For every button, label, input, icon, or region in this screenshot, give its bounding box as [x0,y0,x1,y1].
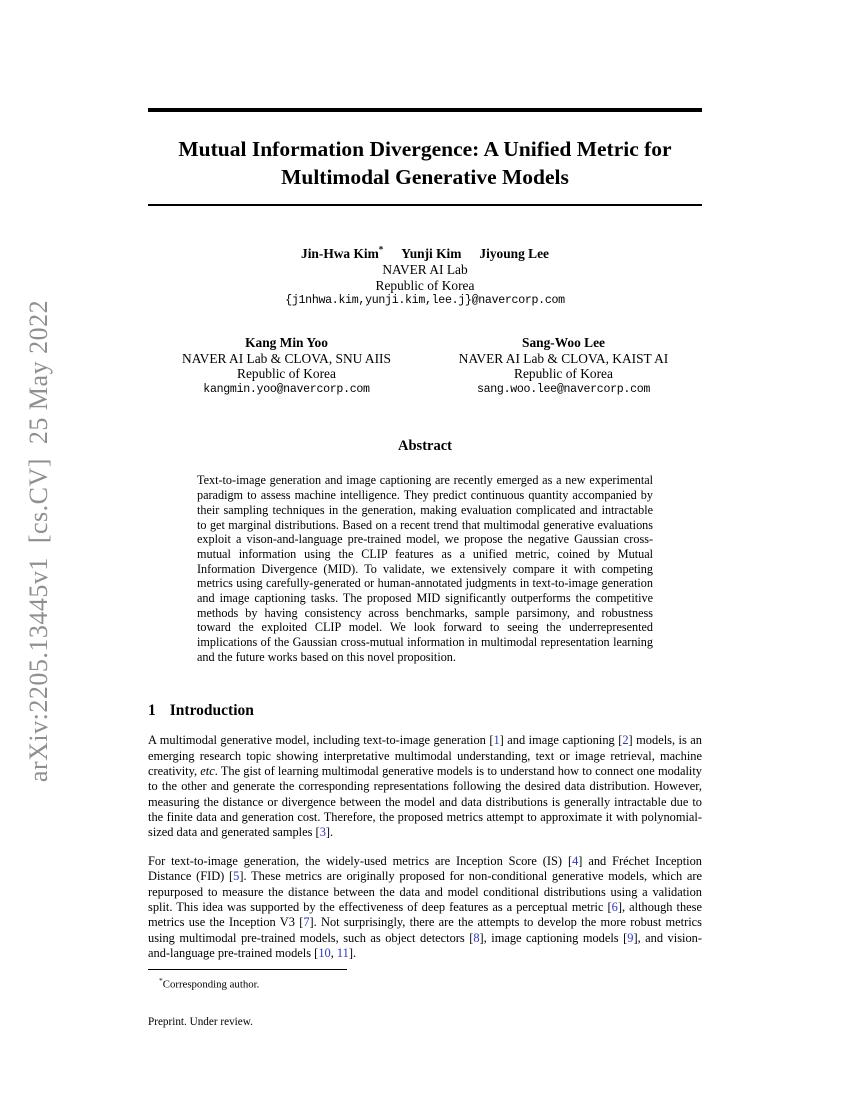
author-affiliation: NAVER AI Lab & CLOVA, SNU AIIS [182,350,391,366]
body-text: ], although these metrics use the Inception V3 [ [148,899,702,930]
italic-text: etc [200,764,215,779]
footnote-text: *Corresponding author. [159,976,260,991]
body-text: , [330,945,337,960]
author-email: {j1nhwa.kim,yunji.kim,lee.j}@navercorp.com [285,294,565,308]
author-name: Sang-Woo Lee [522,334,605,350]
body-text: ] and Fréchet Inception Distance (FID) [ [148,853,702,884]
citation-link[interactable]: 9 [627,930,634,945]
footnote-rule [148,969,347,970]
author-names-line [148,242,702,262]
section-number: 1 [148,702,156,720]
author-country: Republic of Korea [375,277,475,293]
body-text: ]. [348,945,357,960]
author-name: Jiyoung Lee [479,246,549,262]
paper-title-line1: Mutual Information Divergence: A Unified Metric for [178,137,672,161]
citation-link[interactable]: 3 [319,825,326,840]
citation-link[interactable]: 5 [233,869,240,884]
abstract-heading: Abstract [398,438,452,455]
intro-paragraph-1 [148,733,702,840]
body-text: A multimodal generative model, including text-to-image generation [ [148,733,494,748]
author-block-first [148,242,702,309]
title-rule-bottom [148,204,702,206]
author-affiliation: NAVER AI Lab & CLOVA, KAIST AI [458,350,669,366]
title-rule-top [148,108,702,112]
paper-title-line2: Multimodal Generative Models [281,165,569,189]
body-text: ], and vision-and-language pre-trained models [ [148,930,702,960]
author-country: Republic of Korea [514,366,613,382]
preprint-notice: Preprint. Under review. [148,1016,253,1028]
paper-content [148,108,702,961]
citation-link[interactable]: 10 [318,945,331,960]
abstract-text: Text-to-image generation and image captioning are recently emerged as a new experimental paradigm to assess machine intelligence. They predict continuous quantity accompanied by their sampling techniques in the generation, making evaluation complicated and intractable to get marginal distributions. Based on a recent trend that multimodal generative evaluations exploit a vison-and-language pre-trained model, we propose the negative Gaussian cross-mutual information using the CLIP features as a unified metric, coined by Mutual Information Divergence (MID). To validate, we extensively compare it with competing metrics using carefully-generated or human-annotated judgments in text-to-image generation and image captioning tasks. The proposed MID significantly outperforms the competitive methods by having consistency across benchmarks, sample parsimony, and robustness toward the exploited CLIP model. We look forward to seeing the underrepresented implications of the Gaussian cross-mutual information in multimodal representation learning and the future works based on this novel proposition. [197,473,653,664]
author-block-left [148,335,425,398]
author-email: sang.woo.lee@navercorp.com [476,382,651,396]
author-email: kangmin.yoo@navercorp.com [203,382,370,396]
author-block-right [425,335,702,398]
author-name: Jin-Hwa Kim* [301,245,384,262]
citation-link[interactable]: 7 [303,915,310,930]
arxiv-watermark: arXiv:2205.13445v1 [cs.CV] 25 May 2022 [24,299,53,783]
footnote-marker: * [159,976,163,985]
body-text: . The gist of learning multimodal generative models is to understand how to connect one modality to the other and generate the corresponding representations following the desired data distribution. However, measuring the distance or divergence between the model and data distributions is generally intractable due to the finite data and generation cost. Therefore, the proposed metrics attempt to approximate it with polynomial-sized data and generated samples [ [148,764,703,840]
citation-link[interactable]: 4 [572,853,579,868]
paper-title [148,135,702,191]
author-name: Kang Min Yoo [245,334,328,350]
body-text: ]. These metrics are originally proposed for non-conditional generative models, which are repurposed to measure the distance between the data and model conditional distributions using a validation split. This idea was supported by the effectiveness of deep features as a perceptual metric [ [148,869,703,914]
citation-link[interactable]: 6 [611,899,618,914]
body-text: ] and image captioning [ [499,733,623,748]
citation-link[interactable]: 8 [473,930,480,945]
author-row-second [148,335,702,398]
citation-link[interactable]: 11 [336,945,349,960]
body-text: ]. Not surprisingly, there are the attempts to develop the more robust metrics using multimodal pre-trained models, such as object detectors [ [148,915,703,945]
section-heading-introduction [148,702,702,720]
author-country: Republic of Korea [237,366,336,382]
body-text: ], image captioning models [ [479,930,628,945]
body-text: For text-to-image generation, the widely-used metrics are Inception Score (IS) [ [148,853,573,868]
footnote-block [148,969,702,992]
citation-link[interactable]: 2 [622,733,629,748]
author-affiliation: NAVER AI Lab [382,262,468,278]
body-text: ]. [325,825,334,840]
section-title: Introduction [169,702,254,720]
intro-paragraph-2 [148,854,702,961]
body-text: ] models, is an emerging research topic showing interpretative multimodal understanding, text or image retrieval, machine creativity, [148,733,702,779]
footnote-marker-sup: * [378,245,384,255]
author-name: Yunji Kim [401,246,462,262]
citation-link[interactable]: 1 [493,733,500,748]
